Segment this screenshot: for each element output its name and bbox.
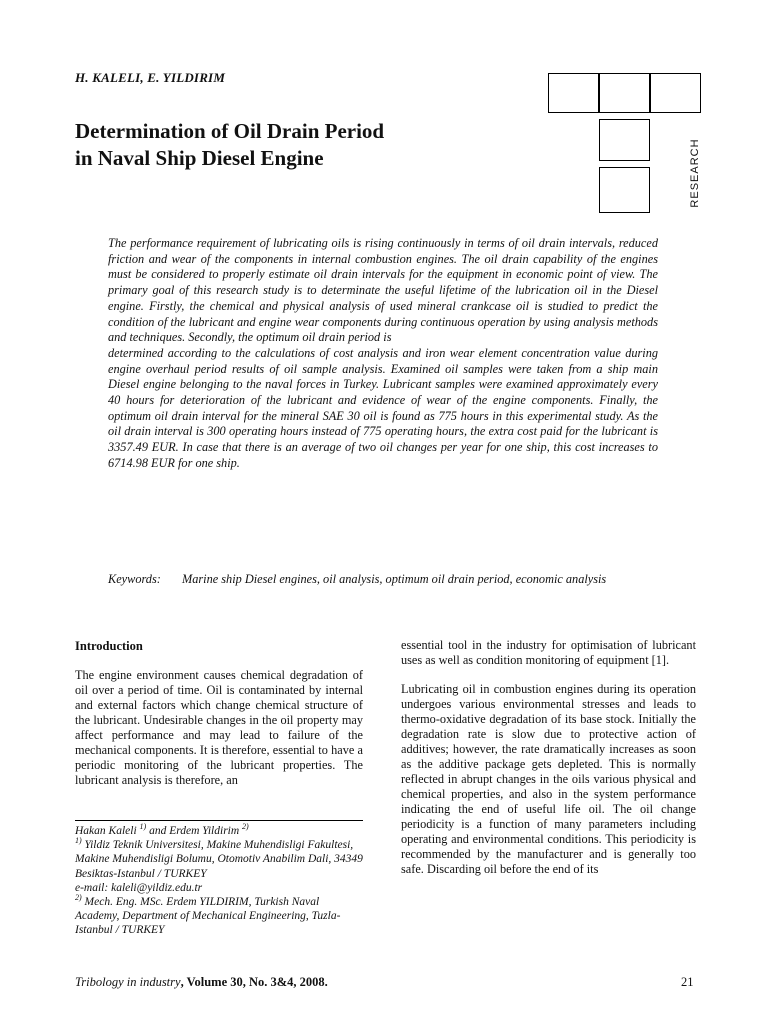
decorative-box-1 — [548, 73, 599, 113]
footnote-email: e-mail: kaleli@yildiz.edu.tr — [75, 881, 203, 894]
abstract-part-2: determined according to the calculations of cost analysis and iron wear element concentration value during engine overhaul period results of oil sample analysis. Examined oil samples were taken from a ship main Diesel engine belonging to the naval forces in Turkey. Lubricant samples were examined approximately every 40 hours for deterioration of the lubricant and evidence of wear of the engine components. Finally, the optimum oil drain interval for the mineral SAE 30 oil is found as 775 hours in this experimental study. As the oil drain interval is 300 operating hours instead of 775 operating hours, the extra cost paid for the lubricant is 3357.49 EUR. In case that there is an average of two oil changes per year for one ship, this cost increases to 6714.98 EUR for one ship. — [108, 345, 658, 470]
decorative-box-5 — [599, 167, 650, 213]
keywords-text: Marine ship Diesel engines, oil analysis, optimum oil drain period, economic analysis — [182, 572, 607, 586]
right-column — [401, 638, 696, 877]
journal-name: Tribology in industry — [75, 975, 181, 989]
footnotes — [75, 824, 365, 938]
intro-paragraph-1: The engine environment causes chemical degradation of oil over a period of time. Oil is contaminated by internal and external factors which change chemical structure of the lubricant. Undesirable changes in the oil property may affect performance and may lead to failure of the mechanical components. It is therefore, essential to have a periodic monitoring of the lubricant properties. The lubricant analysis is therefore, an — [75, 668, 363, 787]
paragraph-gap — [401, 668, 696, 682]
decorative-box-4 — [599, 119, 650, 161]
paper-title — [75, 118, 495, 172]
section-label: RESEARCH — [689, 138, 701, 208]
footnote-divider — [75, 820, 363, 821]
decorative-box-3 — [650, 73, 701, 113]
footnote-affiliation-1: $^{1)}$ Yildiz Teknik Universitesi, Makine Muhendisligi Fakultesi, Makine Muhendisligi Bolumu, Otomotiv Anabilim Dali, 34349 Besiktas-Istanbul / TURKEY — [75, 836, 363, 880]
intro-paragraph-2: Lubricating oil in combustion engines during its operation undergoes various environmental stresses and leads to thermo-oxidative degradation of its base stock. Initially the degradation rate is slow due to protective action of additives; however, the rate dramatically increases as soon as the additive package gets depleted. This is normally reflected in abrupt changes in the oils various physical and chemical properties, and also in the system performance indicating the end of useful life oil. The oil change periodicity is a function of many parameters including operating and environmental conditions. This periodicity is recommended by the manufacturer and is generally too safe. Discarding oil before the end of its — [401, 682, 696, 876]
journal-citation — [75, 975, 328, 990]
keywords — [108, 572, 658, 588]
footnote-affiliation-2: $^{2)}$ Mech. Eng. MSc. Erdem YILDIRIM, Turkish Naval Academy, Department of Mechanical Engineering, Tuzla-Istanbul / TURKEY — [75, 893, 341, 937]
abstract — [108, 236, 658, 472]
decorative-box-2 — [599, 73, 650, 113]
title-line-2: in Naval Ship Diesel Engine — [75, 146, 324, 170]
keywords-label: Keywords: — [108, 572, 161, 586]
page-number: 21 — [681, 975, 694, 989]
title-line-1: Determination of Oil Drain Period — [75, 119, 385, 143]
authors: H. KALELI, E. YILDIRIM — [75, 70, 226, 85]
abstract-part-1: The performance requirement of lubricating oils is rising continuously in terms of oil drain intervals, reduced friction and wear of the components in internal combustion engines. The oil drain capability of the engines must be considered to properly estimate oil drain intervals for the equipment in economic point of view. The primary goal of this research study is to determinate the useful lifetime of the lubrication oil in the Diesel engine. Firstly, the chemical and physical analysis of used mineral crankcase oil is studied to predict the condition of the lubricant and engine wear components during continuous operation by using analysis methods and techniques. Secondly, the optimum oil drain period is — [108, 236, 658, 345]
footnote-authors: Hakan Kaleli $^{1)}$ and Erdem Yildirim $^{2)}$ — [75, 822, 249, 837]
intro-paragraph-1-continued: essential tool in the industry for optimisation of lubricant uses as well as condition monitoring of equipment [1]. — [401, 638, 696, 667]
section-heading-introduction: Introduction — [75, 639, 143, 653]
journal-info: , Volume 30, No. 3&4, 2008. — [180, 975, 328, 989]
left-column — [75, 638, 363, 788]
